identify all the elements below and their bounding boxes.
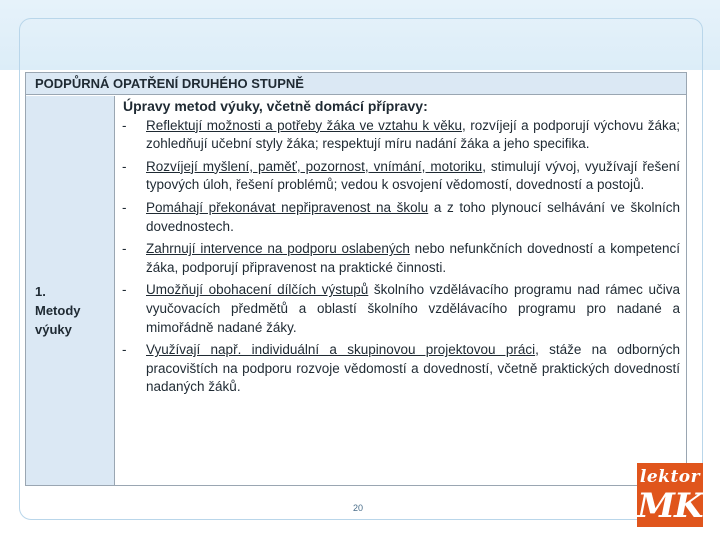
list-item — [120, 240, 680, 277]
dash-bullet: - — [122, 199, 127, 215]
list-item — [120, 158, 680, 195]
dash-bullet: - — [122, 117, 127, 133]
table-content — [120, 97, 680, 397]
measures-table — [25, 72, 687, 486]
page-number: 20 — [353, 503, 364, 513]
row-label: 1. Metody výuky — [35, 284, 81, 337]
left-column — [26, 96, 115, 485]
item-underlined-text: Zahrnují intervence na podporu oslabených — [146, 241, 410, 257]
item-text: , stáže na odborných pracovištích na podporu rozvoje vědomostí a dovedností, včetně praktických dovedností nadaných žáků. — [146, 342, 680, 395]
logo-top-text: lektor — [639, 467, 701, 487]
list-item — [120, 281, 680, 337]
item-text: , stimulují vývoj, využívají řešení typových úloh, řešení problémů; vedou k osvojení vědomostí, dovedností a postojů. — [146, 158, 680, 193]
list-item — [120, 199, 680, 236]
logo-bottom-text: MK — [637, 486, 703, 526]
item-text: nebo nefunkčních dovedností a kompetencí žáka, podporují připravenost na praktické činnosti. — [146, 241, 681, 275]
list-item — [120, 117, 680, 154]
dash-bullet: - — [122, 342, 127, 358]
lektor-mk-logo — [637, 463, 703, 527]
dash-bullet: - — [122, 241, 127, 257]
content-title: Úpravy metod výuky, včetně domácí přípravy: — [123, 98, 428, 114]
dash-bullet: - — [122, 158, 127, 174]
item-text: a z toho plynoucí selhávání ve školních dovednostech. — [146, 199, 680, 234]
item-text: školního vzdělávacího programu nad rámec učiva vyučovacích předmětů a oblastí školního vzdělávacího programu pro nadané a mimořádně nadané žáky. — [146, 282, 680, 335]
item-underlined-text: Rozvíjejí myšlení, paměť, pozornost, vnímání, motoriku — [146, 158, 483, 174]
item-underlined-text: Pomáhají překonávat nepřipravenost na školu — [146, 199, 429, 215]
item-underlined-text: Reflektují možnosti a potřeby žáka ve vztahu k věku — [146, 117, 463, 133]
item-underlined-text: Využívají např. individuální a skupinovou projektovou práci — [146, 342, 536, 358]
item-underlined-text: Umožňují obohacení dílčích výstupů — [146, 282, 369, 298]
dash-bullet: - — [122, 282, 127, 298]
list-item — [120, 341, 680, 397]
item-text: , rozvíjejí a podporují výchovu žáka; zohledňují učební styly žáka; respektují míru nadání žáka a jeho specifika. — [146, 117, 680, 152]
table-header: PODPŮRNÁ OPATŘENÍ DRUHÉHO STUPNĚ — [26, 73, 686, 95]
